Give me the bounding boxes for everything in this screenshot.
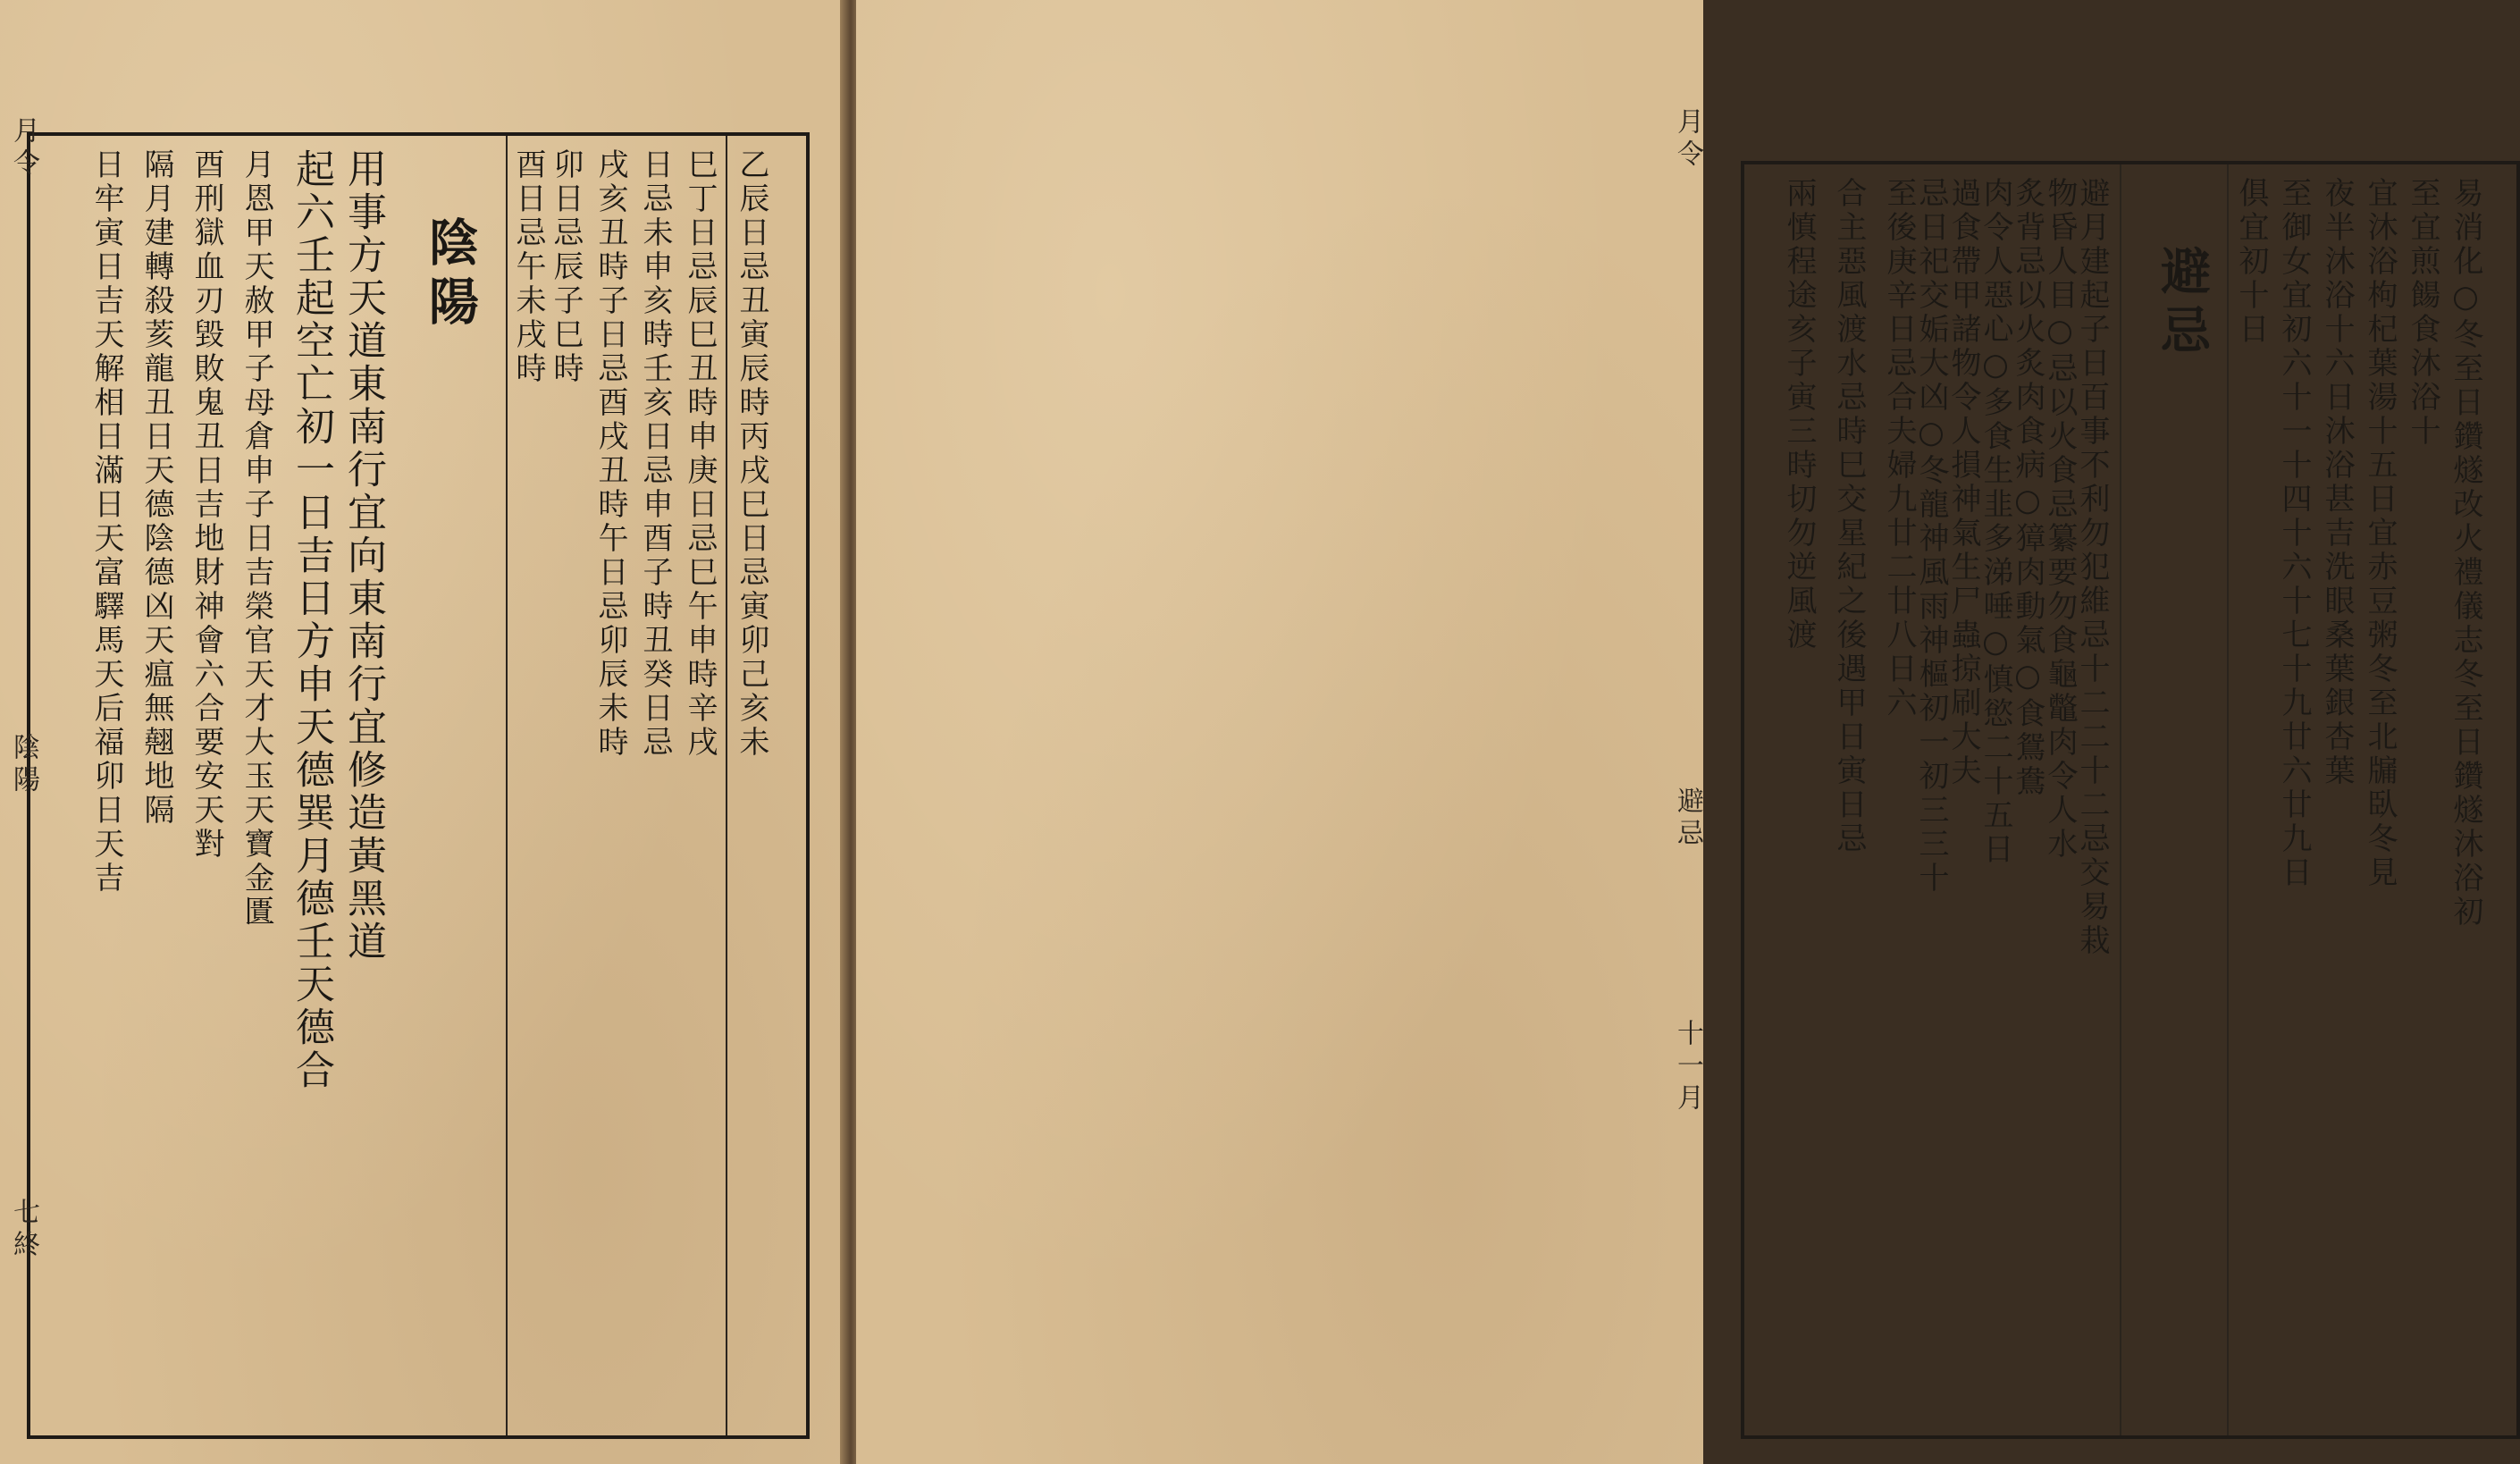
- fold-title: 月令: [8, 116, 39, 181]
- fold-section: 陰陽: [8, 733, 39, 797]
- left-text-column: 起六壬起空亡初一日吉日方申天德巽月德壬天德合: [289, 148, 334, 1092]
- left-text-column: 卯日忌辰子巳時: [548, 148, 584, 386]
- right-text-column: 過食帶甲諸物令人損神氣生尸蟲掠刷大夫: [1945, 177, 1981, 788]
- right-text-column: 忌日祀交姤大凶○冬龍神風雨神樞初一初三三十: [1913, 177, 1949, 896]
- right-text-column: 肉令人惡心○多食生韭多涕唾○慎慾二十五日: [1978, 177, 2013, 867]
- right-text-column: 宜沐浴枸杞葉湯十五日宜赤豆粥冬至北牖臥冬見: [2362, 177, 2398, 890]
- right-text-column: 合主惡風渡水忌時巳交星紀之後遇甲日寅日忌: [1831, 177, 1867, 856]
- left-text-column: 酉日忌午未戌時: [510, 148, 546, 386]
- left-text-column: 日忌未申亥時壬亥日忌申酉子時丑癸日忌: [637, 148, 673, 760]
- fold-title: 月令: [1672, 107, 1703, 172]
- left-text-column: 用事方天道東南行宜向東南行宜修造黃黑道: [340, 148, 386, 963]
- right-page-frame: [1741, 161, 2520, 1439]
- left-page-frame: [27, 132, 810, 1439]
- right-text-column: 兩慎程途亥子寅三時切勿逆風渡: [1781, 177, 1817, 652]
- right-page: [856, 0, 2483, 1464]
- right-text-column: 俱宜初十日: [2233, 177, 2269, 347]
- left-text-column: 乙辰日忌丑寅辰時丙戌巳日忌寅卯己亥未: [734, 148, 769, 760]
- right-text-column: 炙背忌以火炙肉食病○獐肉動氣○食鴛鴦: [2010, 177, 2045, 799]
- left-text-column: 酉刑獄血刃毀敗鬼丑日吉地財神會六合要安天對: [189, 148, 224, 862]
- fold-page-number: 十一月: [1672, 1019, 1703, 1115]
- right-text-column: 易消化○冬至日鑽燧改火禮儀志冬至日鑽燧沐浴初: [2448, 177, 2483, 930]
- left-text-column: 月恩甲天赦甲子母倉申子日吉榮官天才大玉天寶金匱: [239, 148, 274, 930]
- section-heading-yinyang: 陰陽: [421, 216, 480, 334]
- left-text-column: 日牢寅日吉天解相日滿日天富驛馬天后福卯日天吉: [88, 148, 124, 896]
- left-page: [0, 0, 845, 1464]
- left-text-column: 隔月建轉殺荄龍丑日天德陰德凶天瘟無翹地隔: [139, 148, 174, 828]
- right-text-column: 至宜煎餳食沐浴十: [2405, 177, 2440, 449]
- fold-section: 避忌: [1672, 787, 1703, 851]
- right-text-column: 至後庚辛日忌合夫婦九廿二廿八日六: [1881, 177, 1917, 720]
- left-text-column: 巳丁日忌辰巳丑時申庚日忌巳午申時辛戌: [682, 148, 718, 760]
- left-text-column: 戌亥丑時子日忌酉戌丑時午日忌卯辰未時: [592, 148, 628, 760]
- fold-page-number: 七終: [8, 1198, 39, 1262]
- right-text-column: 物昏人目○忌以火食忌纂要勿食龜鼈肉令人水: [2042, 177, 2078, 862]
- right-text-column: 避月建起子日百事不利勿犯維忌十二二十二忌交易栽: [2074, 177, 2110, 958]
- section-heading-biji: 避忌: [2153, 245, 2212, 363]
- right-text-column: 夜半沐浴十六日沐浴甚吉洗眼桑葉銀杏葉: [2319, 177, 2355, 788]
- right-text-column: 至御女宜初六十一十四十六十七十九廿六廿九日: [2276, 177, 2312, 890]
